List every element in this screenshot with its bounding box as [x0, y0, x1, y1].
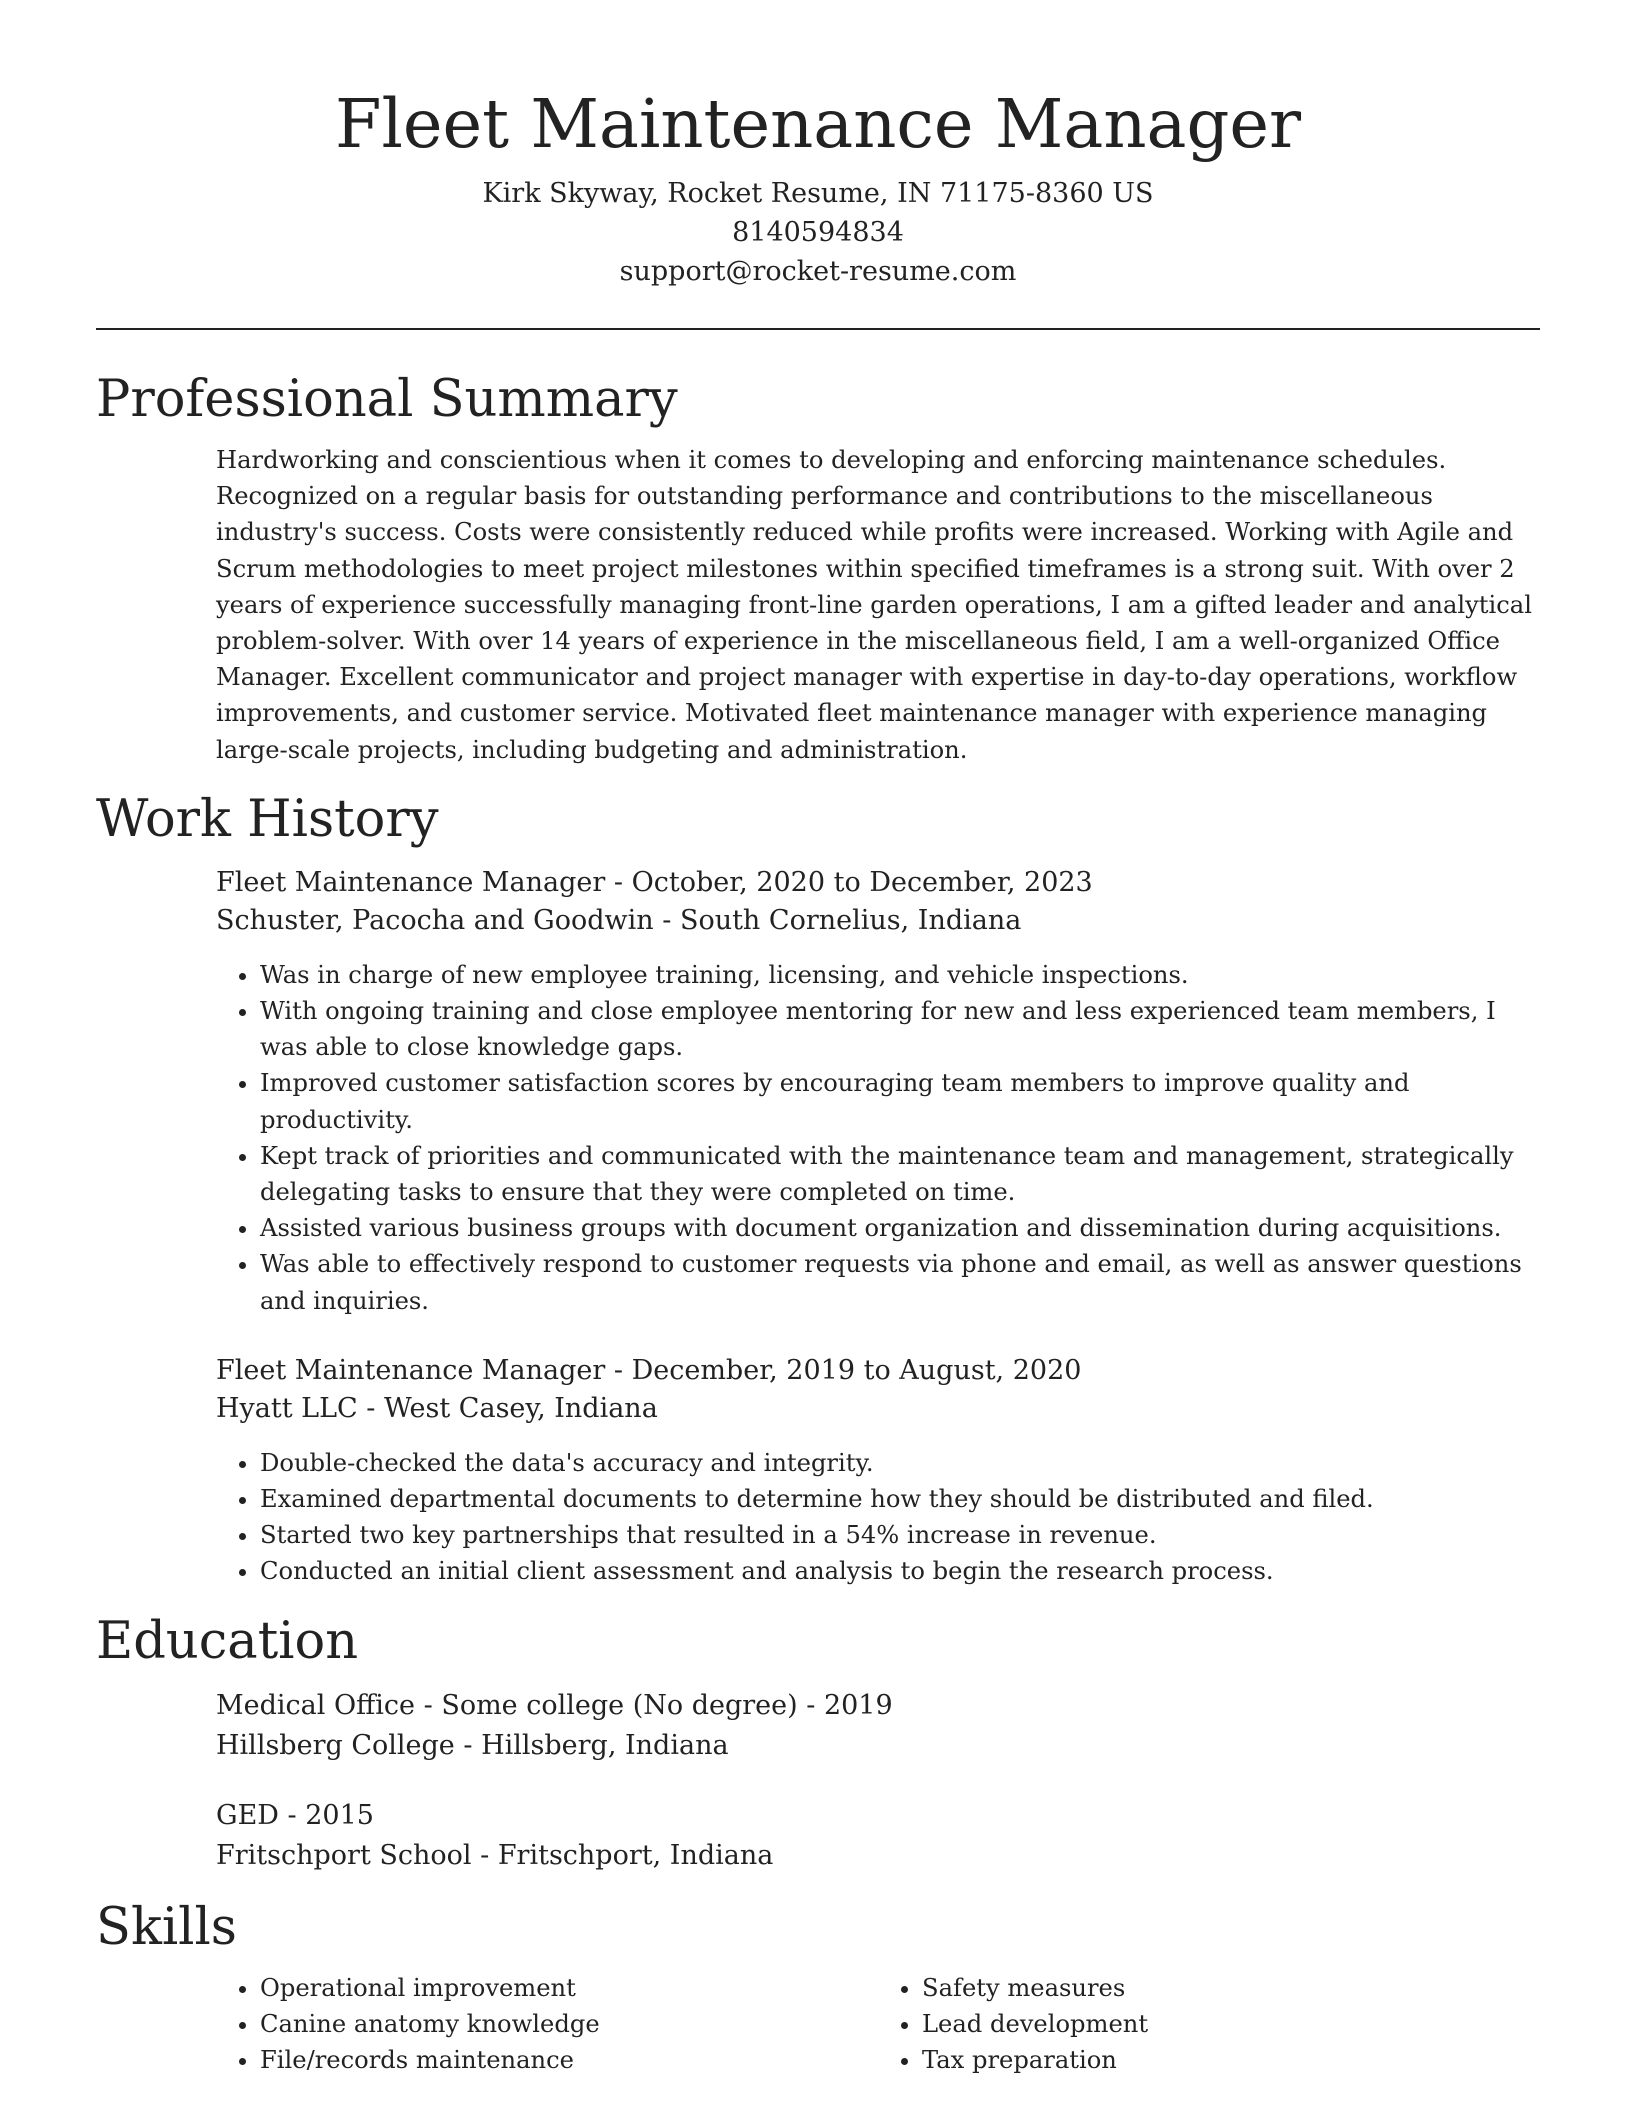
job-company-line	[216, 902, 1540, 941]
job-duty: • Double-checked the data's accuracy and integrity.	[260, 1445, 1540, 1481]
skills-list-right	[878, 1970, 1540, 2079]
job-duty: • With ongoing training and close employee mentoring for new and less experienced team members, I was able to close knowledge gaps.	[260, 993, 1540, 1065]
resume-title: Fleet Maintenance Manager	[334, 85, 1302, 163]
section-heading-summary: Professional Summary	[96, 370, 678, 429]
education-school-line	[216, 1836, 1540, 1876]
job-duty: • Started two key partnerships that resulted in a 54% increase in revenue.	[260, 1517, 1540, 1553]
contact-phone: 8140594834	[732, 217, 904, 248]
contact-address: Kirk Skyway, Rocket Resume, IN 71175-8360 US	[482, 178, 1154, 209]
job-duties-list	[216, 1445, 1540, 1590]
skill-item: • File/records maintenance	[260, 2042, 878, 2078]
job-duty: • Assisted various business groups with document organization and dissemination during acquisitions.	[260, 1210, 1540, 1246]
job-duty: • Improved customer satisfaction scores by encouraging team members to improve quality and productivity.	[260, 1065, 1540, 1137]
section-heading-skills: Skills	[96, 1897, 237, 1957]
resume-page	[96, 0, 1540, 2078]
job-dates: - December, 2019 to August, 2020	[605, 1354, 1082, 1386]
job-duty: • Was in charge of new employee training, licensing, and vehicle inspections.	[260, 957, 1540, 993]
education-entry	[216, 1796, 1540, 1876]
job-location: - South Cornelius, Indiana	[653, 905, 1022, 937]
contact-block	[96, 174, 1540, 291]
job-duty: • Kept track of priorities and communicated with the maintenance team and management, strategically delegating tasks to ensure that they were completed on time.	[260, 1138, 1540, 1210]
section-heading-work-history: Work History	[96, 789, 439, 849]
job-title: Fleet Maintenance Manager	[216, 866, 606, 898]
skills-list-left	[216, 1970, 878, 2079]
skill-item: • Tax preparation	[922, 2042, 1540, 2078]
summary-text: Hardworking and conscientious when it comes to developing and enforcing maintenance schedules. Recognized on a regular basis for outstanding performance and contributions to the miscellaneous industry's success. Costs were consistently reduced while profits were increased. Working with Agile and Scrum methodologies to meet project milestones within specified timeframes is a strong suit. With over 2 years of experience successfully managing front-line garden operations, I am a gifted leader and analytical problem-solver. With over 14 years of experience in the miscellaneous field, I am a well-organized Office Manager. Excellent communicator and project manager with expertise in day-to-day operations, workflow improvements, and customer service. Motivated fleet maintenance manager with experience managing large-scale projects, including budgeting and administration.	[216, 446, 1532, 764]
education-year: - 2019	[797, 1689, 893, 1721]
education-school: Fritschport School	[216, 1839, 472, 1871]
education-school-line	[216, 1726, 1540, 1766]
education-degree: GED	[216, 1799, 279, 1831]
job-title-line	[216, 1352, 1540, 1391]
job-location: - West Casey, Indiana	[357, 1393, 658, 1425]
contact-email: support@rocket-resume.com	[619, 256, 1017, 287]
job-company: Hyatt LLC	[216, 1393, 358, 1425]
education-degree-line	[216, 1686, 1540, 1726]
education-entry	[216, 1686, 1540, 1766]
section-heading-education: Education	[96, 1611, 359, 1671]
skill-item: • Operational improvement	[260, 1970, 878, 2006]
job-duty: • Examined departmental documents to determine how they should be distributed and filed.	[260, 1481, 1540, 1517]
education-location: - Hillsberg, Indiana	[454, 1729, 729, 1761]
skill-item: • Safety measures	[922, 1970, 1540, 2006]
job-entry	[216, 864, 1540, 1319]
skill-item: • Canine anatomy knowledge	[260, 2006, 878, 2042]
header-divider	[96, 328, 1540, 330]
education-degree-line	[216, 1796, 1540, 1836]
job-duty: • Was able to effectively respond to customer requests via phone and email, as well as answer questions and inquiries.	[260, 1246, 1540, 1318]
job-company-line	[216, 1390, 1540, 1429]
skills-columns	[216, 1970, 1540, 2079]
job-entry	[216, 1352, 1540, 1590]
job-title: Fleet Maintenance Manager	[216, 1354, 606, 1386]
job-duty: • Conducted an initial client assessment and analysis to begin the research process.	[260, 1553, 1540, 1589]
skill-item: • Lead development	[922, 2006, 1540, 2042]
job-title-line	[216, 864, 1540, 903]
education-year: - 2015	[278, 1799, 374, 1831]
education-degree: Medical Office - Some college (No degree)	[216, 1689, 798, 1721]
job-company: Schuster, Pacocha and Goodwin	[216, 905, 654, 937]
education-school: Hillsberg College	[216, 1729, 455, 1761]
job-dates: - October, 2020 to December, 2023	[605, 866, 1093, 898]
job-duties-list	[216, 957, 1540, 1319]
education-location: - Fritschport, Indiana	[471, 1839, 774, 1871]
